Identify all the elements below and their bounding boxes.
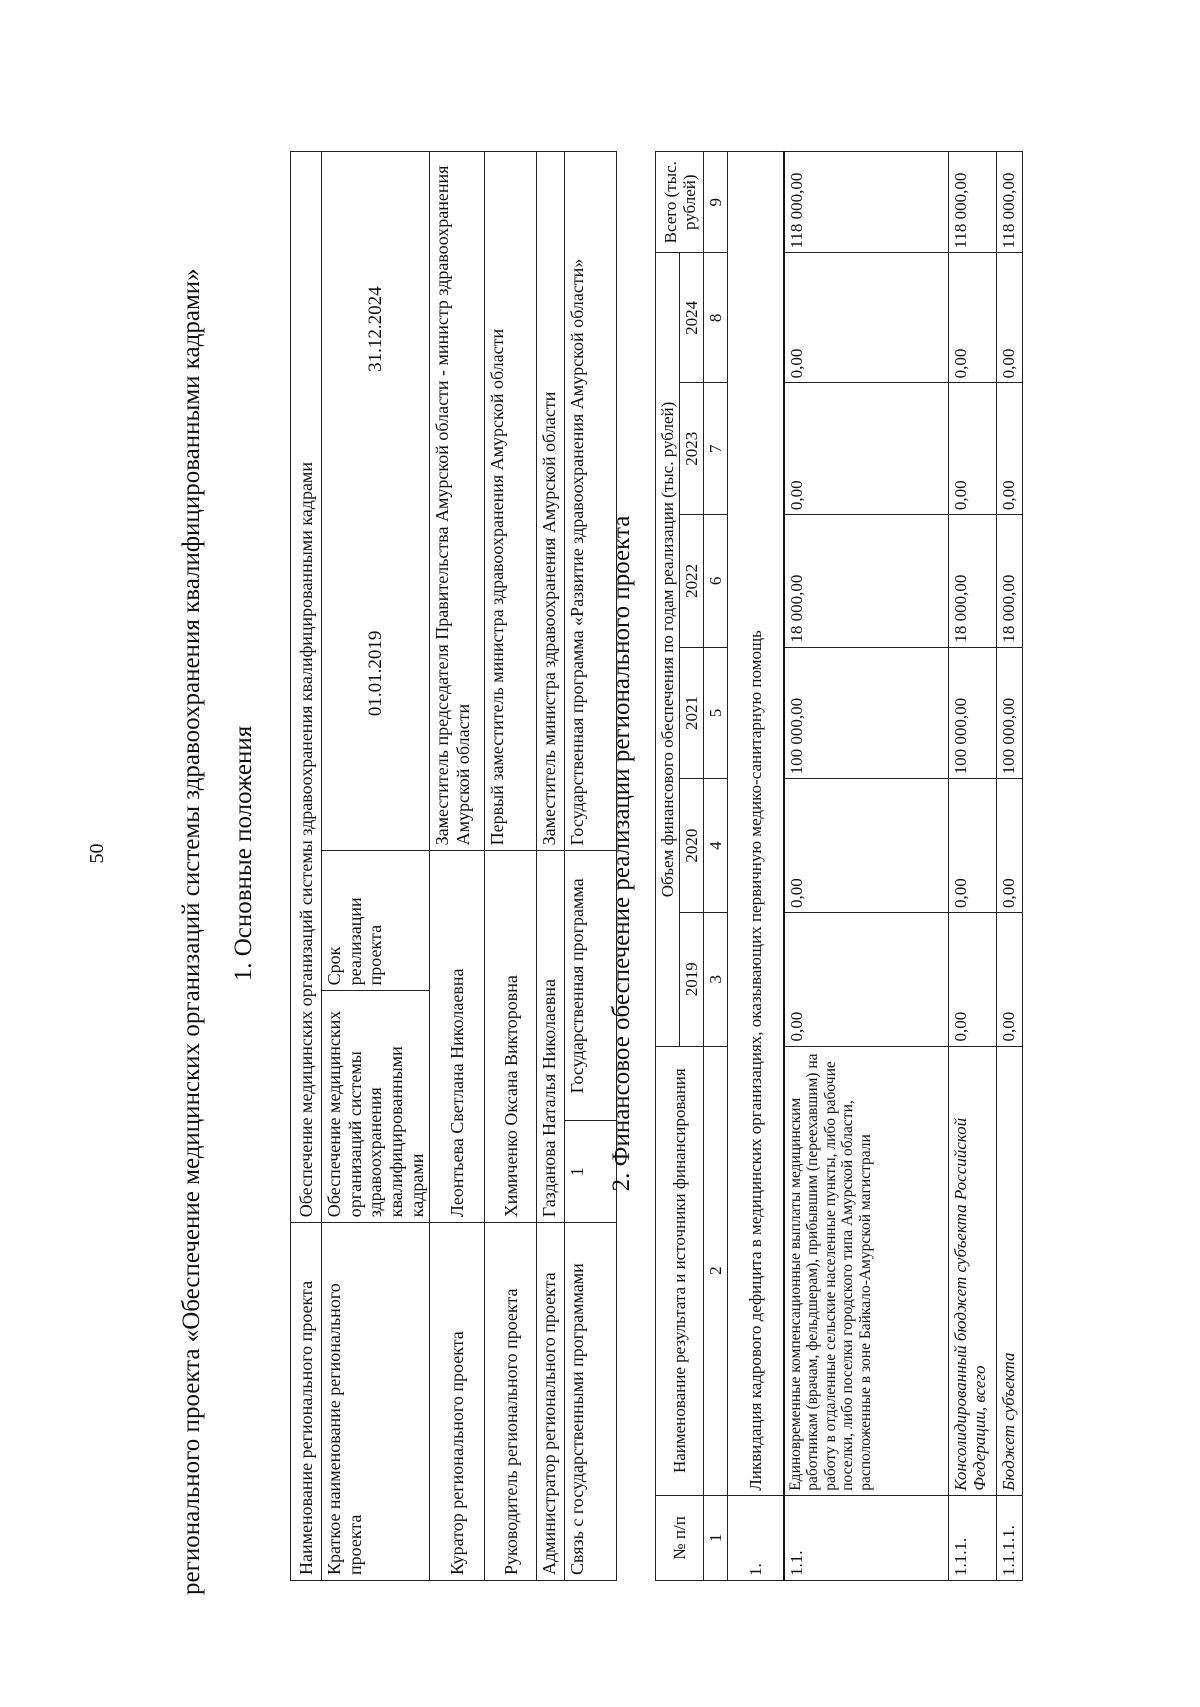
year-header: 2022 (680, 515, 704, 648)
row-num: 1.1.1.1. (997, 1495, 1023, 1580)
value-cell: 0,00 (784, 912, 949, 1046)
col-number: 1 (704, 1495, 728, 1580)
table-row (485, 152, 537, 1581)
value-cell: 0,00 (949, 253, 997, 383)
value-cell: 100 000,00 (949, 647, 997, 779)
value-cell: Химиченко Оксана Викторовна (485, 851, 537, 1223)
section-2-heading: 2. Финансовое обеспечение реализации регионального проекта (608, 515, 635, 1192)
label-cell: Администратор регионального проекта (537, 1223, 565, 1581)
term-start: 01.01.2019 (364, 630, 386, 717)
value-cell: Первый заместитель министра здравоохранения Амурской области (485, 152, 537, 851)
col-number: 5 (704, 647, 728, 779)
header-num: № п/п (656, 1495, 704, 1580)
link-number: 1 (565, 1121, 617, 1223)
row-num: 1.1. (784, 1495, 949, 1580)
page-number: 50 (86, 843, 108, 864)
table-row (291, 152, 322, 1581)
col-number: 2 (704, 1046, 728, 1495)
row-text: Бюджет субъекта (997, 1046, 1023, 1495)
label-cell: Срок реализации проекта (322, 851, 430, 991)
year-header: 2024 (680, 253, 704, 383)
row-num: 1. (728, 1495, 784, 1580)
row-num: 1.1.1. (949, 1495, 997, 1580)
value-cell: 18 000,00 (949, 515, 997, 648)
value-cell: 0,00 (949, 383, 997, 515)
table-row (949, 152, 997, 1581)
value-cell: 100 000,00 (784, 647, 949, 779)
value-cell: Обеспечение медицинских организаций системы здравоохранения квалифицированными кадрами (322, 991, 430, 1223)
col-number: 3 (704, 912, 728, 1046)
value-cell: Обеспечение медицинских организаций системы здравоохранения квалифицированными кадрами (291, 152, 322, 1223)
value-cell: 0,00 (784, 779, 949, 913)
table-row (728, 152, 784, 1581)
col-number: 4 (704, 779, 728, 913)
col-number: 7 (704, 383, 728, 515)
table-row (997, 152, 1023, 1581)
term-end: 31.12.2024 (364, 286, 386, 372)
table-row (537, 152, 565, 1581)
year-header: 2021 (680, 647, 704, 779)
label-cell: Краткое наименование регионального проекта (322, 1223, 430, 1581)
value-cell: 100 000,00 (997, 647, 1023, 779)
financing-table (655, 151, 1023, 1581)
table-row (322, 152, 430, 1581)
value-cell: Леонтьева Светлана Николаевна (430, 851, 485, 1223)
label-cell: Руководитель регионального проекта (485, 1223, 537, 1581)
header-volume: Объем финансового обеспечения по годам реализации (тыс. рублей) (656, 253, 680, 1046)
year-header: 2023 (680, 383, 704, 515)
value-cell: 0,00 (997, 912, 1023, 1046)
row-text: Ликвидация кадрового дефицита в медицинских организациях, оказывающих первичную медико-санитарную помощь (728, 152, 784, 1496)
document-title: регионального проекта «Обеспечение медицинских организаций системы здравоохранения квалифицированными кадрами» (178, 268, 205, 1595)
row-text: Единовременные компенсационные выплаты медицинским работникам (врачам, фельдшерам), прибывшим (переехавшим) на работу в отдаленные сельские населенные пункты, либо рабочие поселки, либо поселки городского типа Амурской области, расположенные в зоне Байкало-Амурской магистрали (784, 1046, 949, 1495)
value-cell: 18 000,00 (997, 515, 1023, 648)
year-header: 2020 (680, 779, 704, 913)
value-cell: Государственная программа «Развитие здравоохранения Амурской области» (565, 152, 617, 851)
column-number-row (704, 152, 728, 1581)
value-cell: Газданова Наталья Николаевна (537, 851, 565, 1223)
label-cell: Связь с государственными программами (565, 1223, 617, 1581)
year-header: 2019 (680, 912, 704, 1046)
label-cell: Наименование регионального проекта (291, 1223, 322, 1581)
label-cell: Куратор регионального проекта (430, 1223, 485, 1581)
col-number: 8 (704, 253, 728, 383)
col-number: 9 (704, 152, 728, 253)
section-1-heading: 1. Основные положения (230, 725, 257, 982)
value-cell: 118 000,00 (784, 152, 949, 253)
header-total: Всего (тыс. рублей) (656, 152, 704, 253)
value-cell: 0,00 (949, 779, 997, 913)
value-cell: 0,00 (997, 253, 1023, 383)
value-cell: 0,00 (949, 912, 997, 1046)
table-row (784, 152, 949, 1581)
value-cell: 0,00 (997, 383, 1023, 515)
main-provisions-table (290, 151, 617, 1581)
value-cell: 18 000,00 (784, 515, 949, 648)
value-cell: 118 000,00 (949, 152, 997, 253)
value-cell: Заместитель министра здравоохранения Амурской области (537, 152, 565, 851)
header-row (656, 152, 680, 1581)
date-cell (322, 152, 430, 851)
value-cell: Заместитель председателя Правительства Амурской области - министр здравоохранения Амурской области (430, 152, 485, 851)
value-cell: 0,00 (997, 779, 1023, 913)
value-cell: 118 000,00 (997, 152, 1023, 253)
value-cell: 0,00 (784, 383, 949, 515)
header-name: Наименование результата и источники финансирования (656, 1046, 704, 1495)
link-type: Государственная программа (565, 851, 617, 1121)
table-row (430, 152, 485, 1581)
col-number: 6 (704, 515, 728, 648)
row-text: Консолидированный бюджет субъекта Российской Федерации, всего (949, 1046, 997, 1495)
value-cell: 0,00 (784, 253, 949, 383)
